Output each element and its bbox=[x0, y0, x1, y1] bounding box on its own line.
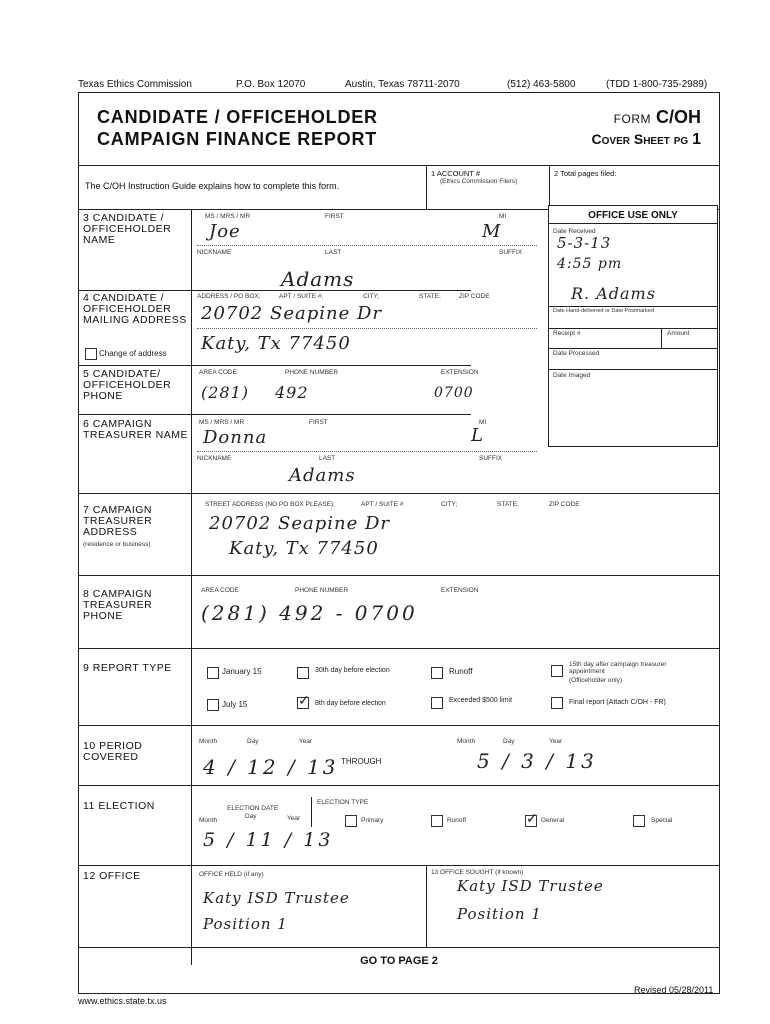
form-prefix: FORM bbox=[613, 112, 651, 126]
change-of-address-checkbox[interactable] bbox=[85, 348, 97, 360]
election-date: 5 / 11 / 13 bbox=[203, 829, 334, 851]
election-special-checkbox[interactable] bbox=[633, 815, 645, 827]
election-general-checkbox[interactable] bbox=[525, 815, 537, 827]
office-sought-label: 13 OFFICE SOUGHT (if known) bbox=[431, 869, 524, 876]
report-type-8th-checkbox[interactable] bbox=[297, 697, 309, 709]
election-general-label: General bbox=[541, 817, 565, 824]
guide-text: The C/OH Instruction Guide explains how to complete this form. bbox=[85, 181, 340, 191]
header-agency: Texas Ethics Commission bbox=[78, 79, 192, 90]
candidate-phone-ext: 0700 bbox=[434, 385, 474, 401]
cover-word: Cover Sheet pg bbox=[591, 131, 689, 147]
candidate-address-line1: 20702 Seapine Dr bbox=[201, 303, 382, 324]
header-phone: (512) 463-5800 bbox=[507, 79, 576, 90]
s3-first-label: FIRST bbox=[325, 213, 344, 220]
report-type-january-label: January 15 bbox=[222, 667, 262, 676]
time-received: 4:55 pm bbox=[557, 256, 623, 272]
s7-state-label: STATE; bbox=[497, 501, 519, 508]
received-signature: R. Adams bbox=[571, 284, 656, 303]
s10-to-month-label: Month bbox=[457, 738, 476, 745]
s3-suffix-label: SUFFIX bbox=[499, 249, 523, 256]
header-tdd: (TDD 1-800-735-2989) bbox=[606, 79, 708, 90]
s11-type-label: ELECTION TYPE bbox=[317, 799, 369, 806]
treasurer-phone: (281) 492 - 0700 bbox=[201, 601, 418, 625]
s3-title-label: MS / MRS / MR bbox=[205, 213, 251, 220]
section-10-label: 10 PERIOD COVERED bbox=[83, 740, 143, 763]
s10-to-day-label: Day bbox=[503, 738, 515, 745]
s8-phone-label: PHONE NUMBER bbox=[295, 587, 349, 594]
report-type-30th-checkbox[interactable] bbox=[297, 667, 309, 679]
footer-website: www.ethics.state.tx.us bbox=[78, 996, 167, 1006]
section-12-label: 12 OFFICE bbox=[83, 870, 141, 882]
s11-date-label: ELECTION DATE bbox=[227, 805, 279, 812]
candidate-area-code: (281) bbox=[201, 383, 250, 402]
account-label: 1 ACCOUNT # bbox=[431, 169, 481, 178]
s4-zip-label: ZIP CODE bbox=[459, 293, 490, 300]
s5-ext-label: EXTENSION bbox=[441, 369, 479, 376]
candidate-mi: M bbox=[482, 221, 502, 242]
report-type-runoff-label: Runoff bbox=[449, 667, 473, 676]
s8-ext-label: EXTENSION bbox=[441, 587, 479, 594]
report-type-runoff-checkbox[interactable] bbox=[431, 667, 443, 679]
candidate-last-name: Adams bbox=[281, 267, 355, 291]
section-5-label: 5 CANDIDATE/ OFFICEHOLDER PHONE bbox=[83, 368, 172, 402]
account-sub: (Ethics Commission Filers) bbox=[440, 178, 518, 185]
form-code bbox=[614, 107, 701, 128]
go-to-page-2: GO TO PAGE 2 bbox=[360, 955, 438, 967]
report-type-30th-label: 30th day before election bbox=[315, 667, 390, 674]
treasurer-mi: L bbox=[471, 425, 484, 446]
section-6-label: 6 CAMPAIGN TREASURER NAME bbox=[83, 418, 189, 441]
date-received-label: Date Received bbox=[553, 228, 596, 235]
change-of-address-label: Change of address bbox=[99, 349, 167, 358]
s7-sub-label: (residence or business) bbox=[83, 541, 151, 548]
report-type-final-checkbox[interactable] bbox=[551, 697, 563, 709]
header-city: Austin, Texas 78711-2070 bbox=[345, 79, 460, 90]
date-imaged-label: Date Imaged bbox=[553, 372, 591, 379]
report-type-15th-after-label: 15th day after campaign treasurer appointment bbox=[569, 661, 667, 675]
s7-street-label: STREET ADDRESS (NO PO BOX PLEASE); bbox=[205, 501, 335, 508]
form-code-value: C/OH bbox=[656, 107, 701, 127]
s4-addr-label: ADDRESS / PO BOX; bbox=[197, 293, 261, 300]
s4-city-label: CITY; bbox=[363, 293, 380, 300]
s11-day-label: Day bbox=[245, 813, 257, 820]
election-primary-checkbox[interactable] bbox=[345, 815, 357, 827]
header-pobox: P.O. Box 12070 bbox=[236, 79, 306, 90]
s6-mi-label: MI bbox=[479, 419, 487, 426]
s6-last-label: LAST bbox=[319, 455, 336, 462]
period-to: 5 / 3 / 13 bbox=[477, 749, 597, 773]
pages-label: 2 Total pages filed: bbox=[554, 169, 617, 178]
date-received: 5-3-13 bbox=[557, 234, 612, 252]
s4-apt-label: APT / SUITE #; bbox=[279, 293, 324, 300]
office-held-line2: Position 1 bbox=[203, 915, 288, 933]
section-7-label: 7 CAMPAIGN TREASURER ADDRESS bbox=[83, 504, 153, 538]
report-type-15th-after-sub: (Officeholder only) bbox=[569, 677, 622, 684]
election-runoff-label: Runoff bbox=[447, 817, 467, 824]
report-type-final-label: Final report (Attach C/OH - FR) bbox=[569, 699, 666, 706]
s11-month-label: Month bbox=[199, 817, 218, 824]
amount-label: Amount bbox=[667, 330, 690, 337]
report-type-exceeded-checkbox[interactable] bbox=[431, 697, 443, 709]
office-held-line1: Katy ISD Trustee bbox=[203, 889, 350, 907]
section-3-label: 3 CANDIDATE / OFFICEHOLDER NAME bbox=[83, 212, 172, 246]
form-title-line1: CANDIDATE / OFFICEHOLDER bbox=[97, 107, 378, 127]
section-4-label: 4 CANDIDATE / OFFICEHOLDER MAILING ADDRESS bbox=[83, 292, 187, 326]
footer-revised: Revised 05/28/2011 bbox=[634, 985, 714, 995]
s3-last-label: LAST bbox=[325, 249, 342, 256]
s10-to-year-label: Year bbox=[549, 738, 563, 745]
s6-first-label: FIRST bbox=[309, 419, 328, 426]
report-type-8th-label: 8th day before election bbox=[315, 700, 386, 707]
s6-title-label: MS / MRS / MR bbox=[199, 419, 245, 426]
s5-area-label: AREA CODE bbox=[199, 369, 237, 376]
cover-page-number: 1 bbox=[692, 131, 701, 148]
candidate-phone-number: 492 bbox=[275, 383, 309, 402]
candidate-address-line2: Katy, Tx 77450 bbox=[201, 333, 351, 354]
treasurer-last-name: Adams bbox=[289, 465, 356, 486]
office-use-title: OFFICE USE ONLY bbox=[588, 210, 678, 221]
s3-nick-label: NICKNAME bbox=[197, 249, 232, 256]
report-type-july-checkbox[interactable] bbox=[207, 699, 219, 711]
date-processed-label: Date Processed bbox=[553, 350, 600, 357]
s6-suffix-label: SUFFIX bbox=[479, 455, 503, 462]
receipt-label: Receipt # bbox=[553, 330, 581, 337]
report-type-january-checkbox[interactable] bbox=[207, 667, 219, 679]
s6-nick-label: NICKNAME bbox=[197, 455, 232, 462]
office-sought-line2: Position 1 bbox=[457, 905, 542, 923]
hand-delivered-label: Date Hand-delivered or Date Postmarked bbox=[553, 308, 654, 314]
section-11-label: 11 ELECTION bbox=[83, 800, 155, 812]
form-title-line2: CAMPAIGN FINANCE REPORT bbox=[97, 129, 378, 149]
report-type-july-label: July 15 bbox=[222, 700, 248, 709]
candidate-first-name: Joe bbox=[209, 221, 241, 242]
s8-area-label: AREA CODE bbox=[201, 587, 239, 594]
s5-phone-label: PHONE NUMBER bbox=[285, 369, 339, 376]
report-type-exceeded-label: Exceeded $500 limit bbox=[449, 697, 513, 704]
treasurer-address-line1: 20702 Seapine Dr bbox=[209, 513, 390, 534]
s4-state-label: STATE; bbox=[419, 293, 441, 300]
s7-zip-label: ZIP CODE bbox=[549, 501, 580, 508]
s3-mi-label: MI bbox=[499, 213, 507, 220]
election-primary-label: Primary bbox=[361, 817, 384, 824]
cover-sheet bbox=[592, 131, 701, 149]
section-9-label: 9 REPORT TYPE bbox=[83, 662, 172, 674]
s11-year-label: Year bbox=[287, 815, 301, 822]
s10-year-label: Year bbox=[299, 738, 313, 745]
office-sought-line1: Katy ISD Trustee bbox=[457, 877, 604, 895]
office-use-box bbox=[548, 205, 718, 447]
s7-apt-label: APT / SUITE # bbox=[361, 501, 404, 508]
office-held-label: OFFICE HELD (if any) bbox=[199, 871, 264, 878]
through-label: THROUGH bbox=[341, 757, 382, 766]
s7-city-label: CITY; bbox=[441, 501, 458, 508]
s10-day-label: Day bbox=[247, 738, 259, 745]
treasurer-first-name: Donna bbox=[203, 427, 268, 448]
election-runoff-checkbox[interactable] bbox=[431, 815, 443, 827]
s10-month-label: Month bbox=[199, 738, 218, 745]
report-type-15th-after-checkbox[interactable] bbox=[551, 665, 563, 677]
period-from: 4 / 12 / 13 bbox=[203, 755, 339, 779]
election-special-label: Special bbox=[651, 817, 673, 824]
section-8-label: 8 CAMPAIGN TREASURER PHONE bbox=[83, 588, 153, 622]
treasurer-address-line2: Katy, Tx 77450 bbox=[229, 538, 379, 559]
